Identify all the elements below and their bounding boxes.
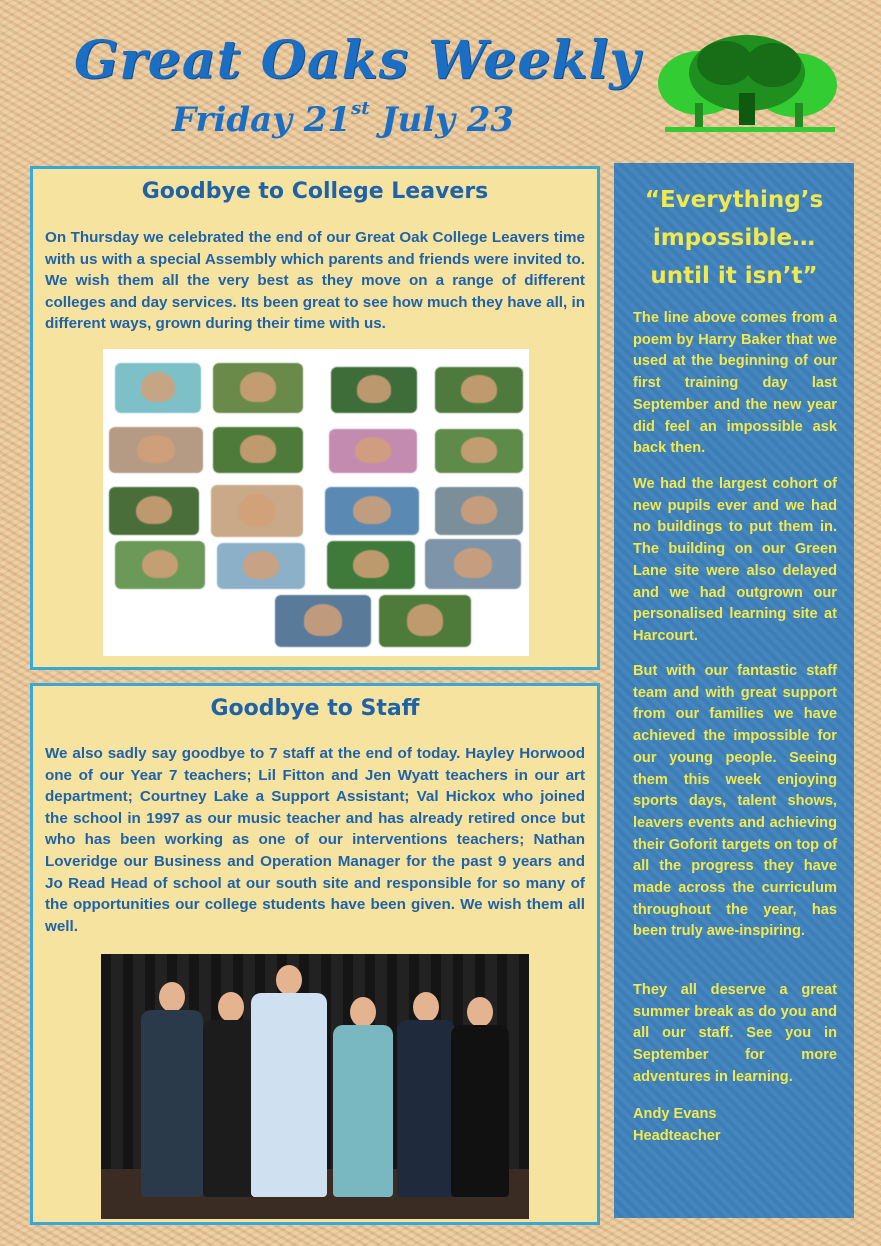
sidebar-paragraph: We had the largest cohort of new pupils ever and we had no buildings to put them in. The building on our Green Lane site were also delayed and we had outgrown our personalised learning site at Harcourt. xyxy=(633,476,837,644)
college-leavers-heading: Goodbye to College Leavers xyxy=(141,179,489,204)
leaver-photo xyxy=(379,595,471,647)
signature-role: Headteacher xyxy=(633,1128,721,1144)
staff-person xyxy=(333,997,393,1197)
leaver-photo xyxy=(329,429,417,473)
staff-person xyxy=(141,982,203,1197)
leaver-photo xyxy=(213,363,303,413)
date-ordinal: st xyxy=(351,98,370,119)
leaver-photo xyxy=(425,539,521,589)
signature-name: Andy Evans xyxy=(633,1106,717,1122)
leaver-photo xyxy=(435,487,523,535)
leaver-photo xyxy=(217,543,305,589)
sidebar-paragraph: But with our fantastic staff team and with great support from our families we have achieved the impossible for our young people. Seeing them this week enjoying sports days, talent shows, leavers events and achieving their Goforit targets on top of all the progress they have made across the curriculum throughout the year, has been truly awe-inspiring. xyxy=(633,663,837,940)
leaver-photo xyxy=(331,367,417,413)
staff-body: We also sadly say goodbye to 7 staff at the end of today. Hayley Horwood one of our Year 7 teachers; Lil Fitton and Jen Wyatt teachers in our art department; Courtney Lake a Support Assistant; Val Hickox who joined the school in 1997 as our music teacher and has already retired once but who has been working as one of our interventions teachers; Nathan Loveridge our Business and Operation Manager for the past 9 years and Jo Read Head of school at our south site and responsible for so many of the opportunities our college students have been given. We wish them all well. xyxy=(45,745,585,935)
leaver-photo xyxy=(435,429,523,473)
sidebar-quote: “Everything’s impossible…until it isn’t” xyxy=(644,187,824,289)
leaver-photo xyxy=(109,487,199,535)
leaver-photo xyxy=(213,427,303,473)
college-leavers-body: On Thursday we celebrated the end of our Great Oak College Leavers time with us with a special Assembly which parents and friends were invited to. We wish them all the very best as they move on a range of different colleges and day services. Its been great to see how much they have all, in different ways, grown during their time with us. xyxy=(45,229,585,333)
masthead-date xyxy=(172,98,515,140)
staff-group-photo xyxy=(101,954,529,1219)
leaver-photo xyxy=(325,487,419,535)
staff-person xyxy=(251,965,327,1197)
leaver-photo xyxy=(109,427,203,473)
leaver-photo xyxy=(327,541,415,589)
masthead-title: Great Oaks Weekly xyxy=(74,30,641,91)
headteacher-sidebar xyxy=(614,163,854,1218)
oak-tree-logo xyxy=(655,33,840,133)
staff-person xyxy=(397,992,455,1197)
leavers-photo-collage xyxy=(103,349,529,656)
college-leavers-panel xyxy=(30,166,600,670)
staff-heading: Goodbye to Staff xyxy=(210,696,420,721)
leaver-photo xyxy=(211,485,303,537)
leaver-photo xyxy=(115,541,205,589)
date-prefix: Friday 21 xyxy=(172,100,352,140)
date-suffix: July 23 xyxy=(369,100,515,140)
staff-panel xyxy=(30,683,600,1225)
sidebar-paragraph: They all deserve a great summer break as do you and all our staff. See you in September for more adventures in learning. xyxy=(633,982,837,1085)
staff-person xyxy=(451,997,509,1197)
leaver-photo xyxy=(435,367,523,413)
leaver-photo xyxy=(115,363,201,413)
leaver-photo xyxy=(275,595,371,647)
sidebar-paragraph: The line above comes from a poem by Harry Baker that we used at the beginning of our first training day last September and the new year did feel an impossible ask back then. xyxy=(633,310,837,457)
